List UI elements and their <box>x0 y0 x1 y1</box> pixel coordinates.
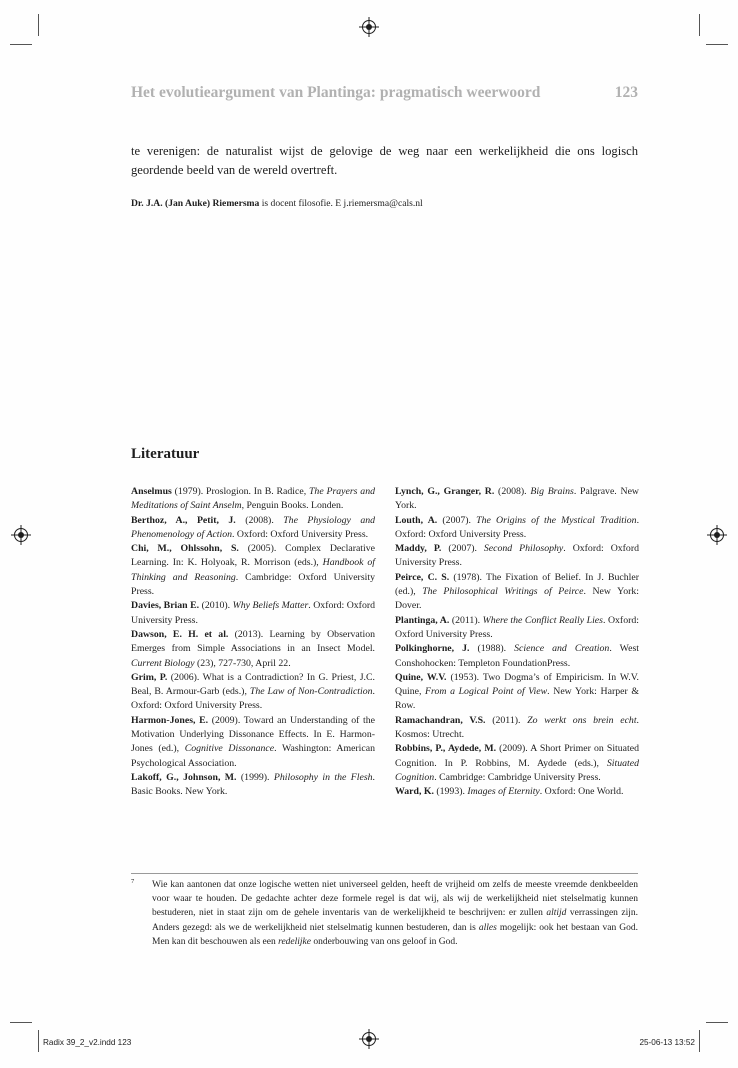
reference-author: Peirce, C. S. <box>395 571 450 583</box>
italic-title: The Law of Non-Contradiction <box>249 686 373 698</box>
reference-author: Dawson, E. H. et al. <box>131 628 229 640</box>
reference-author: Harmon-Jones, E. <box>131 714 209 726</box>
reference-author: Quine, W.V. <box>395 671 447 683</box>
slug-file-info: Radix 39_2_v2.indd 123 <box>43 1038 132 1047</box>
italic-title: From a Logical Point of View <box>425 686 548 698</box>
crop-mark-top-left-h <box>10 44 32 45</box>
reference-entry: Davies, Brian E. (2010). Why Beliefs Matter. Oxford: Oxford University Press. <box>131 600 375 626</box>
author-name: Dr. J.A. (Jan Auke) Riemersma <box>131 198 260 209</box>
footnote-number: 7 <box>131 878 135 885</box>
reference-author: Plantinga, A. <box>395 614 450 626</box>
reference-entry: Polkinghorne, J. (1988). Science and Creation. West Conshohocken: Templeton FoundationPress. <box>395 643 639 669</box>
italic-title: Situated Cognition <box>395 757 639 783</box>
italic-title: Where the Conflict Really Lies <box>482 614 603 626</box>
reference-entry: Dawson, E. H. et al. (2013). Learning by Observation Emerges from Simple Associations in an Insect Model. Current Biology (23), 727-730, April 22. <box>131 628 375 669</box>
reference-author: Maddy, P. <box>395 543 442 555</box>
crop-mark-bottom-left-v <box>38 1030 39 1052</box>
italic-title: The Origins of the Mystical Tradition <box>476 514 637 526</box>
reference-author: Berthoz, A., Petit, J. <box>131 514 236 526</box>
reference-entry: Maddy, P. (2007). Second Philosophy. Oxford: Oxford University Press. <box>395 543 639 569</box>
registration-mark-top-icon <box>362 20 376 34</box>
italic-title: Why Beliefs Matter <box>232 600 309 612</box>
italic-title: Big Brains <box>530 486 574 497</box>
reference-author: Grim, P. <box>131 671 168 683</box>
crop-mark-bottom-left-h <box>10 1022 32 1023</box>
literature-heading: Literatuur <box>131 446 200 462</box>
reference-entry: Harmon-Jones, E. (2009). Toward an Understanding of the Motivation Underlying Dissonance Effects. In E. Harmon-Jones (ed.), Cognitive Dissonance. Washington: American Psychological Association. <box>131 714 375 769</box>
running-head <box>131 84 638 102</box>
reference-entry: Lynch, G., Granger, R. (2008). Big Brains. Palgrave. New York. <box>395 486 639 512</box>
reference-author: Lakoff, G., Johnson, M. <box>131 771 237 783</box>
author-info: is docent filosofie. E j.riemersma@cals.nl <box>259 198 423 209</box>
body-paragraph: te verenigen: de naturalist wijst de gelovige de weg naar een werkelijkheid die ons logisch geordende beeld van de wereld overtreft. <box>131 144 638 177</box>
reference-author: Lynch, G., Granger, R. <box>395 486 495 497</box>
italic-title: Science and Creation <box>514 643 610 655</box>
reference-entry: Ward, K. (1993). Images of Eternity. Oxford: One World. <box>395 786 624 798</box>
italic-title: The Physiology and Phenomenology of Action <box>131 514 376 540</box>
crop-mark-bottom-right-h <box>706 1022 728 1023</box>
italic-title: Philosophy in the Flesh <box>273 771 373 783</box>
reference-author: Ramachandran, V.S. <box>395 714 486 726</box>
crop-mark-top-left-v <box>38 14 39 36</box>
reference-author: Anselmus <box>131 486 172 497</box>
italic-title: Handbook of Thinking and Reasoning <box>131 557 375 583</box>
reference-entry: Lakoff, G., Johnson, M. (1999). Philosophy in the Flesh. Basic Books. New York. <box>131 771 375 798</box>
reference-entry: Ramachandran, V.S. (2011). Zo werkt ons brein echt. Kosmos: Utrecht. <box>395 714 639 741</box>
reference-entry: Berthoz, A., Petit, J. (2008). The Physiology and Phenomenology of Action. Oxford: Oxford University Press. <box>131 514 376 540</box>
italic-title: Zo werkt ons brein echt <box>527 714 637 726</box>
reference-author: Davies, Brian E. <box>131 600 200 612</box>
registration-mark-right-icon <box>710 528 724 542</box>
author-note <box>131 198 423 209</box>
footnote-rule <box>131 873 638 874</box>
reference-entry: Robbins, P., Aydede, M. (2009). A Short Primer on Situated Cognition. In P. Robbins, M. Aydede (eds.), Situated Cognition. Cambridge: Cambridge University Press. <box>395 743 639 783</box>
slug-date: 25-06-13 13:52 <box>639 1038 695 1047</box>
reference-author: Polkinghorne, J. <box>395 643 470 655</box>
italic-title: The Philosophical Writings of Peirce <box>422 586 584 598</box>
italic-title: Images of Eternity <box>467 786 540 798</box>
page-number: 123 <box>614 84 638 101</box>
reference-list-left <box>131 485 375 800</box>
reference-author: Louth, A. <box>395 514 438 526</box>
crop-mark-top-right-h <box>706 44 728 45</box>
italic-title: redelijke <box>278 936 311 947</box>
running-head-title: Het evolutieargument van Plantinga: pragmatisch weerwoord <box>131 84 541 101</box>
reference-author: Robbins, P., Aydede, M. <box>395 743 497 755</box>
italic-title: Second Philosophy <box>483 543 564 555</box>
crop-mark-top-right-v <box>699 14 700 36</box>
reference-entry: Louth, A. (2007). The Origins of the Mystical Tradition. Oxford: Oxford University Press. <box>395 514 640 540</box>
reference-list-right <box>395 485 639 800</box>
registration-mark-left-icon <box>14 528 28 542</box>
reference-entry: Anselmus (1979). Proslogion. In B. Radice, The Prayers and Meditations of Saint Anselm, Penguin Books. Londen. <box>131 486 375 512</box>
reference-entry: Chi, M., Ohlssohn, S. (2005). Complex Declarative Learning. In: K. Holyoak, R. Morrison (eds.), Handbook of Thinking and Reasoning. Cambridge: Oxford University Press. <box>131 543 376 598</box>
crop-mark-bottom-right-v <box>699 1030 700 1052</box>
italic-title: alles <box>478 922 497 933</box>
reference-entry: Quine, W.V. (1953). Two Dogma’s of Empiricism. In W.V. Quine, From a Logical Point of View. New York: Harper & Row. <box>395 671 639 712</box>
reference-entry: Peirce, C. S. (1978). The Fixation of Belief. In J. Buchler (ed.), The Philosophical Writings of Peirce. New York: Dover. <box>395 571 639 612</box>
footnote-text: Wie kan aantonen dat onze logische wetten niet universeel gelden, heeft de vrijheid om zelfs de meeste vreemde denkbeelden voor waar te houden. De gedachte achter deze formele regel is dat wij, als wij de werkelijkheid niet stelselmatig kunnen bestuderen, niet in staat zijn om de gehele inventaris van de werkelijkheid te beschrijven: er zullen altijd verrassingen zijn. Anders gezegd: als we de werkelijkheid niet stelselmatig kunnen bestuderen, dan is alles mogelijk: ook het bestaan van God. Men kan dit beschouwen als een redelijke onderbouwing van ons geloof in God. <box>152 880 638 947</box>
italic-title: altijd <box>546 908 567 919</box>
reference-entry: Plantinga, A. (2011). Where the Conflict Really Lies. Oxford: Oxford University Press. <box>395 614 639 640</box>
italic-title: Current Biology <box>131 657 195 669</box>
italic-title: The Prayers and Meditations of Saint Anselm <box>131 486 375 512</box>
reference-entry: Grim, P. (2006). What is a Contradiction? In G. Priest, J.C. Beal, B. Armour-Garb (eds.), The Law of Non-Contradiction. Oxford: Oxford University Press. <box>131 671 375 712</box>
reference-author: Ward, K. <box>395 786 434 798</box>
reference-author: Chi, M., Ohlssohn, S. <box>131 543 239 555</box>
registration-mark-bottom-icon <box>362 1032 376 1046</box>
italic-title: Cognitive Dissonance <box>184 743 275 755</box>
